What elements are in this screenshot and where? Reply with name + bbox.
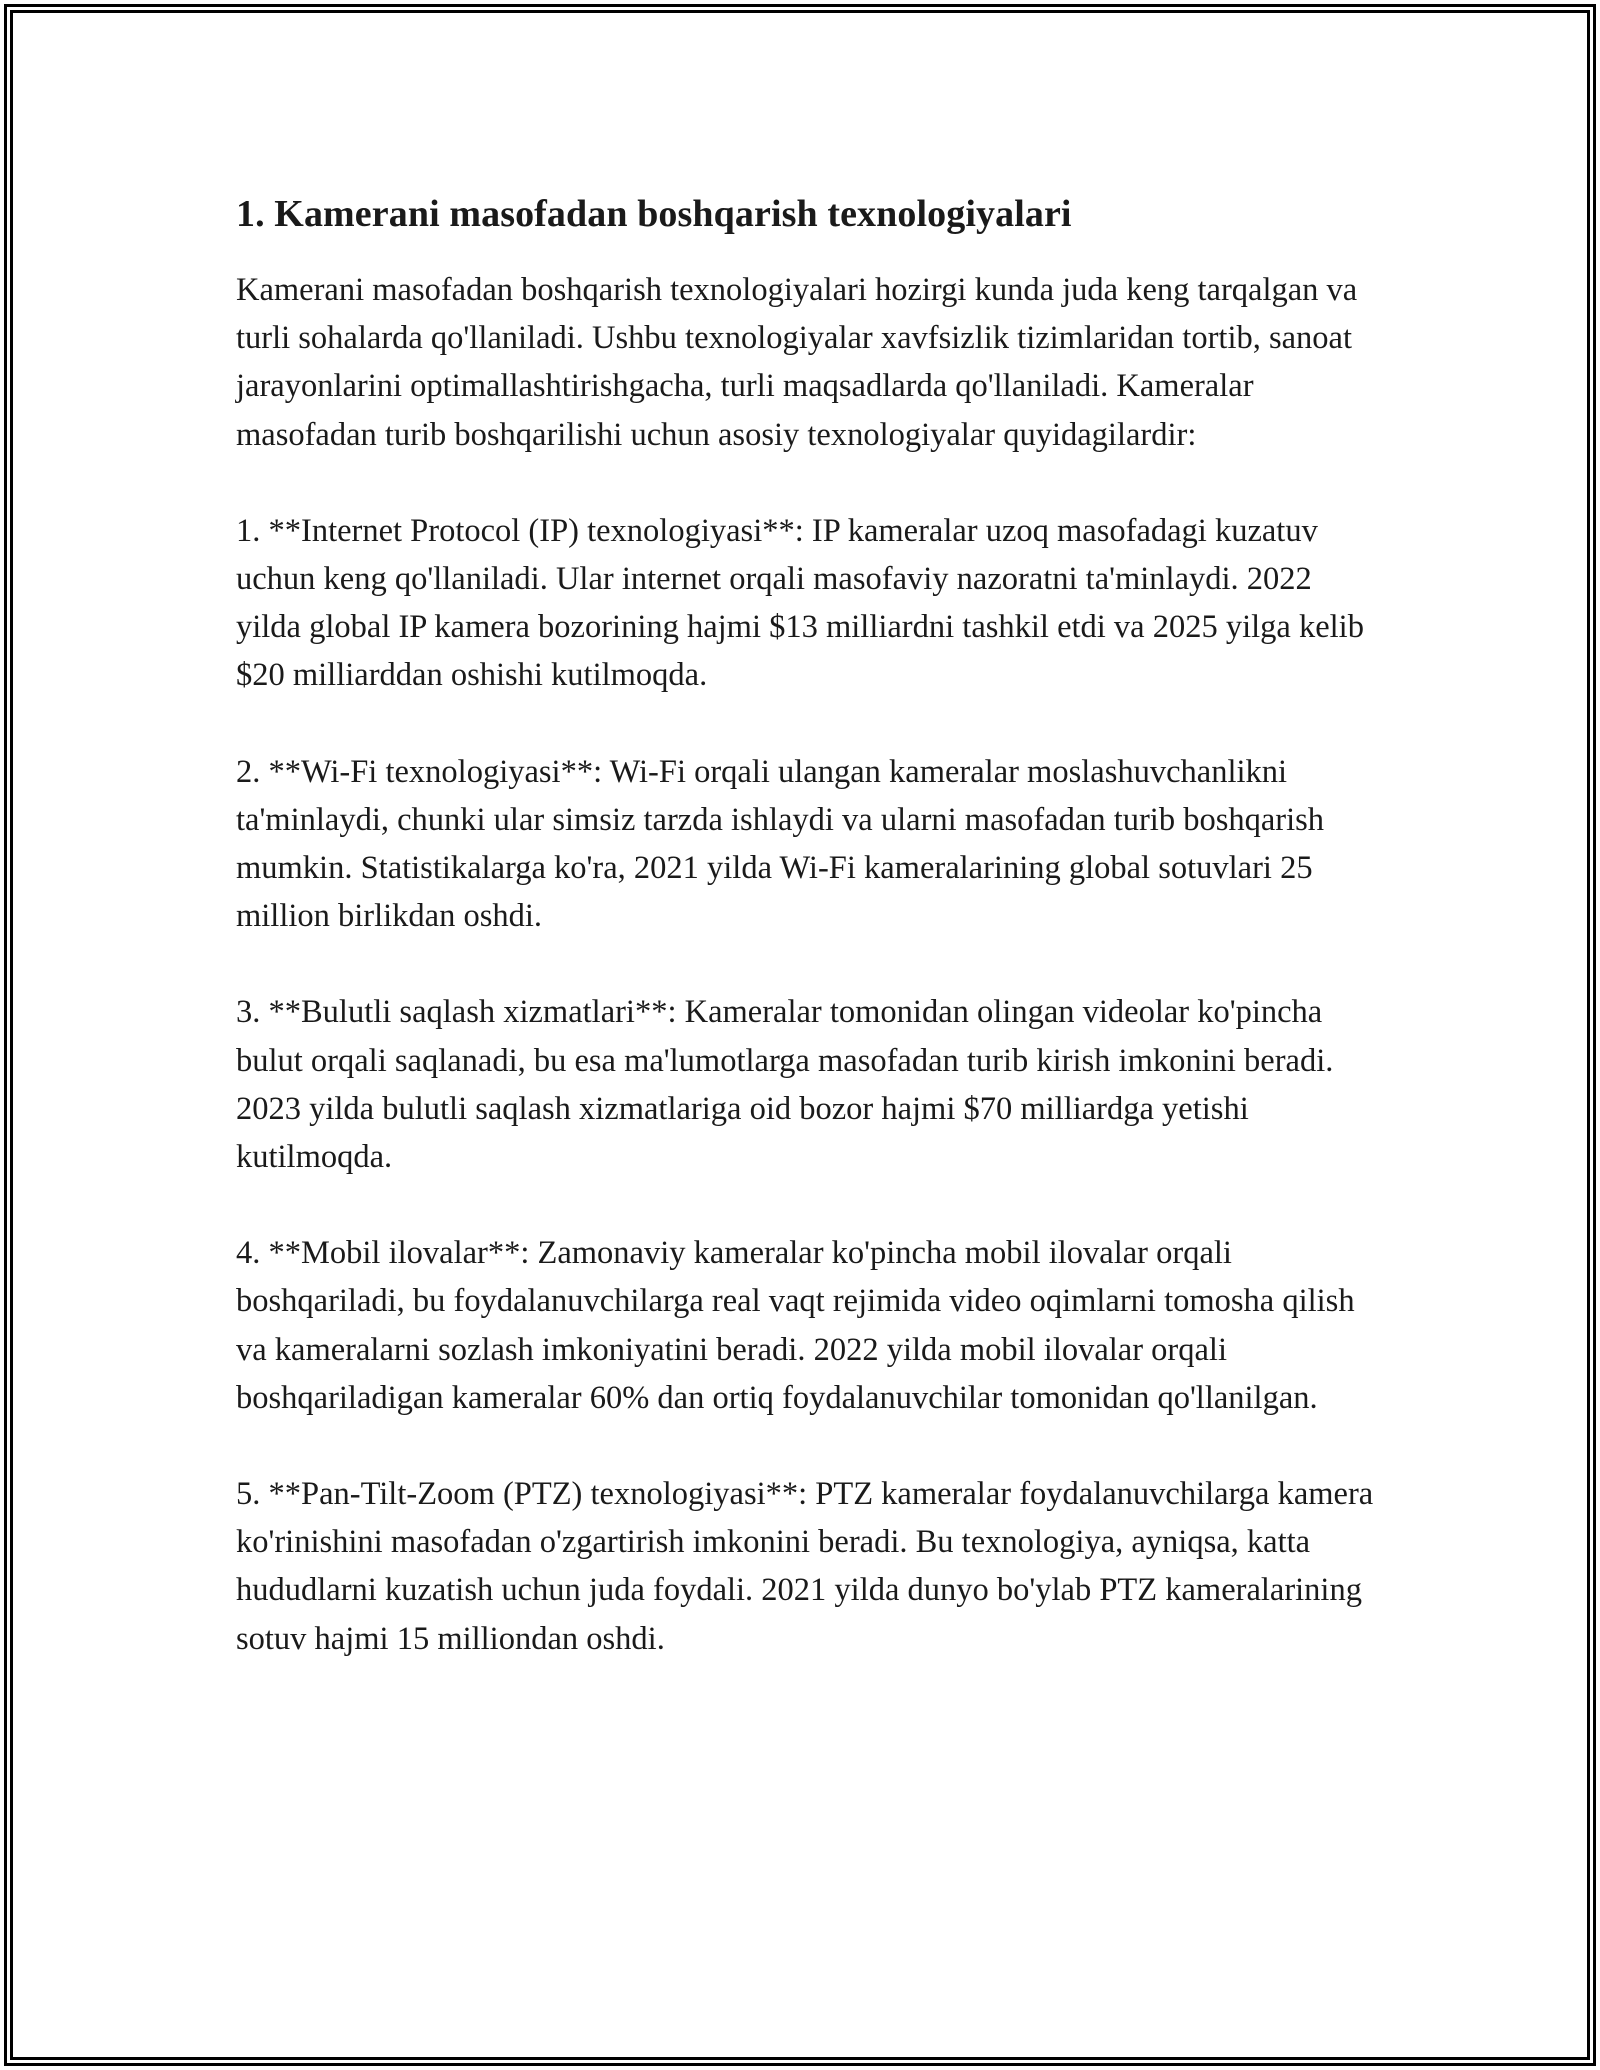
- list-item-wifi: 2. **Wi-Fi texnologiyasi**: Wi-Fi orqali ulangan kameralar moslashuvchanlikni ta'minlaydi, chunki ular simsiz tarzda ishlaydi va ularni masofadan turib boshqarish mumkin. Statistikalarga ko'ra, 2021 yilda Wi-Fi kameralarining global sotuvlari 25 million birlikdan oshdi.: [236, 753, 1325, 935]
- list-item-mobile: 4. **Mobil ilovalar**: Zamonaviy kameralar ko'pincha mobil ilovalar orqali boshqariladi, bu foydalanuvchilarga real vaqt rejimida video oqimlarni tomosha qilish va kameralarni sozlash imkoniyatini beradi. 2022 yilda mobil ilovalar orqali boshqariladigan kameralar 60% dan ortiq foydalanuvchilar tomonidan qo'llanilgan.: [236, 1235, 1355, 1416]
- list-item-ip: 1. **Internet Protocol (IP) texnologiyasi**: IP kameralar uzoq masofadagi kuzatuv uchun keng qo'llaniladi. Ular internet orqali masofaviy nazoratni ta'minlaydi. 2022 yilda global IP kamera bozorining hajmi $13 milliardni tashkil etdi va 2025 yilga kelib $20 milliarddan oshishi kutilmoqda.: [236, 512, 1364, 694]
- list-item-ptz: 5. **Pan-Tilt-Zoom (PTZ) texnologiyasi**: PTZ kameralar foydalanuvchilarga kamera ko'rinishini masofadan o'zgartirish imkonini beradi. Bu texnologiya, ayniqsa, katta hududlarni kuzatish uchun juda foydali. 2021 yilda dunyo bo'ylab PTZ kameralarining sotuv hajmi 15 milliondan oshdi.: [236, 1476, 1374, 1657]
- list-item-cloud: 3. **Bulutli saqlash xizmatlari**: Kameralar tomonidan olingan videolar ko'pincha bulut orqali saqlanadi, bu esa ma'lumotlarga masofadan turib kirish imkonini beradi. 2023 yilda bulutli saqlash xizmatlariga oid bozor hajmi $70 milliardga yetishi kutilmoqda.: [236, 994, 1334, 1176]
- document-title: 1. Kamerani masofadan boshqarish texnologiyalari: [236, 193, 1072, 235]
- intro-paragraph: Kamerani masofadan boshqarish texnologiyalari hozirgi kunda juda keng tarqalgan va turli sohalarda qo'llaniladi. Ushbu texnologiyalar xavfsizlik tizimlaridan tortib, sanoat jarayonlarini optimallashtirishgacha, turli maqsadlarda qo'llaniladi. Kameralar masofadan turib boshqarilishi uchun asosiy texnologiyalar quyidagilardir:: [236, 272, 1358, 453]
- document-body: [236, 188, 1376, 1711]
